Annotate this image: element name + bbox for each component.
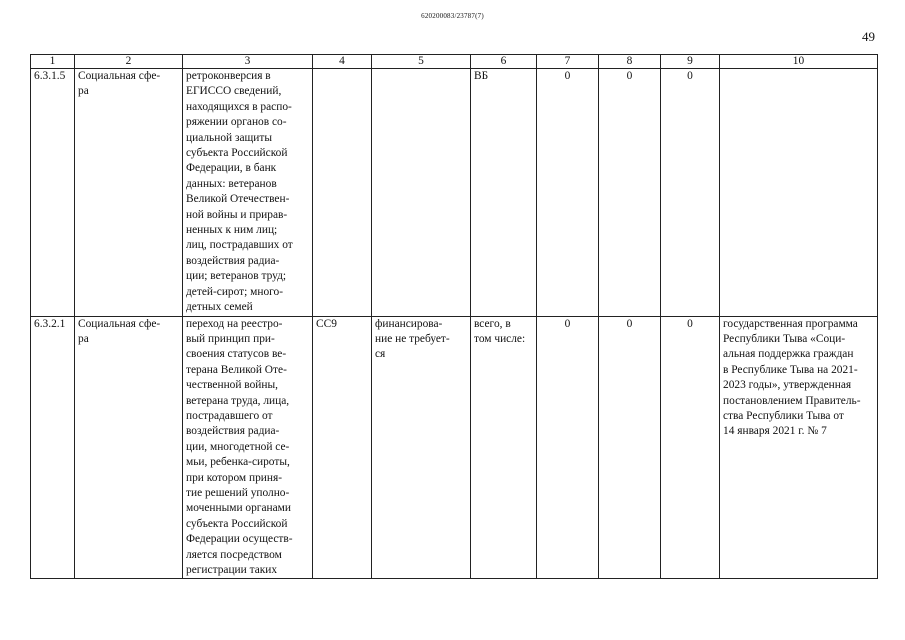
row-number-cell: 6.3.1.5 (31, 69, 75, 317)
column-header-5: 5 (372, 55, 471, 69)
value-cell-8: 0 (599, 316, 661, 579)
code-cell: СС9 (313, 316, 372, 579)
value-cell-9: 0 (661, 69, 720, 317)
value-cell-7: 0 (537, 316, 599, 579)
value-cell-7: 0 (537, 69, 599, 317)
header-row (31, 55, 878, 69)
column-header-2: 2 (75, 55, 183, 69)
source-cell: ВБ (471, 69, 537, 317)
row-number-cell: 6.3.2.1 (31, 316, 75, 579)
column-header-8: 8 (599, 55, 661, 69)
value-cell-8: 0 (599, 69, 661, 317)
table-row (31, 316, 878, 579)
sphere-cell: Социальная сфе- ра (75, 316, 183, 579)
program-table (30, 54, 878, 579)
document-code: 620200083/23787(7) (421, 12, 484, 20)
source-cell: всего, в том числе: (471, 316, 537, 579)
column-header-6: 6 (471, 55, 537, 69)
measure-cell: ретроконверсия в ЕГИССО сведений, находящихся в распо- ряжении органов со- циальной защиты субъекта Российской Федерации, в банк данных: ветеранов Великой Отечествен- ной войны и прирав- ненных к ним лиц; лиц, пострадавших от воздействия радиа- ции; ветеранов труд; детей-сирот; много- детных семей (183, 69, 313, 317)
financing-cell: финансирова- ние не требует- ся (372, 316, 471, 579)
financing-cell (372, 69, 471, 317)
basis-cell (720, 69, 878, 317)
sphere-cell: Социальная сфе- ра (75, 69, 183, 317)
column-header-7: 7 (537, 55, 599, 69)
column-header-1: 1 (31, 55, 75, 69)
page-number: 49 (862, 29, 875, 44)
basis-cell: государственная программа Республики Тыва «Соци- альная поддержка граждан в Республике Тыва на 2021- 2023 годы», утвержденная постановлением Правитель- ства Республики Тыва от 14 января 2021 г. № 7 (720, 316, 878, 579)
column-header-3: 3 (183, 55, 313, 69)
column-header-4: 4 (313, 55, 372, 69)
measure-cell: переход на реестро- вый принцип при- своения статусов ве- терана Великой Оте- чественной войны, ветерана труда, лица, пострадавшего от воздействия радиа- ции, многодетной се- мьи, ребенка-сироты, при котором приня- тие решений уполно- моченными органами субъекта Российской Федерации осуществ- ляется посредством регистрации таких (183, 316, 313, 579)
column-header-9: 9 (661, 55, 720, 69)
value-cell-9: 0 (661, 316, 720, 579)
column-header-10: 10 (720, 55, 878, 69)
code-cell (313, 69, 372, 317)
table-row (31, 69, 878, 317)
